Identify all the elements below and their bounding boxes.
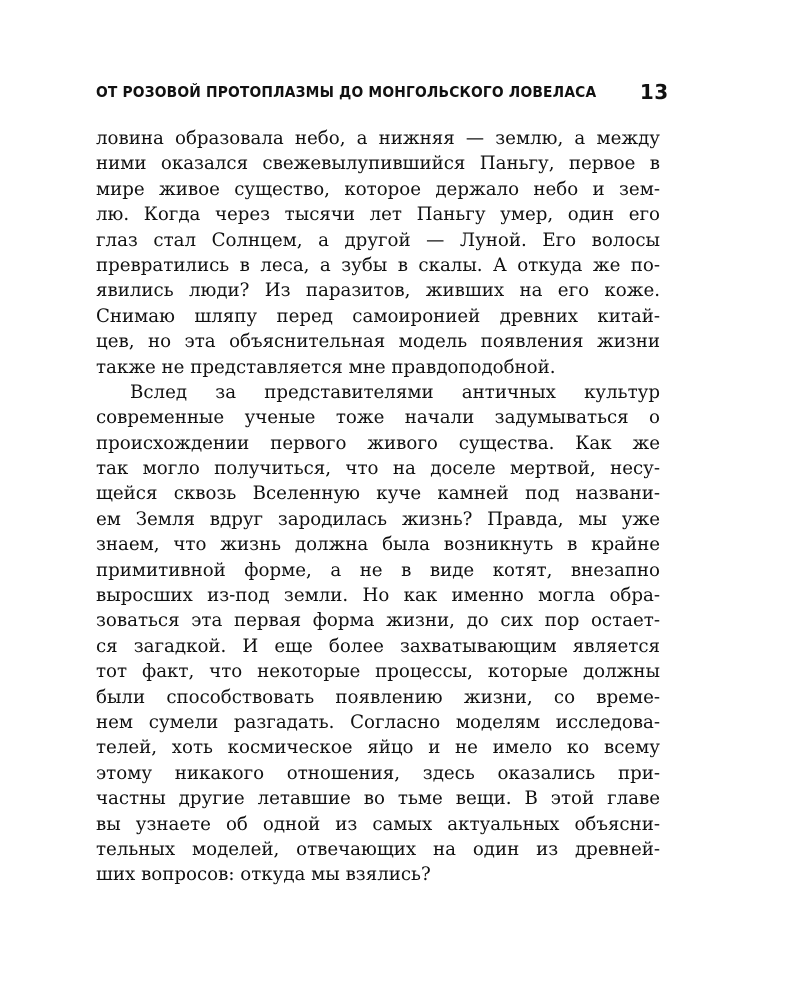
text-line: выросших из-под земли. Но как именно могла обра- — [96, 585, 660, 607]
text-line: явились люди? Из паразитов, живших на его коже. — [96, 280, 660, 302]
paragraph-1 — [96, 126, 660, 380]
paragraph-2 — [96, 380, 660, 888]
text-line: знаем, что жизнь должна была возникнуть в крайне — [96, 534, 660, 556]
text-line: тельных моделей, отвечающих на один из древней- — [96, 838, 660, 860]
text-line: щейся сквозь Вселенную куче камней под названи- — [96, 483, 660, 505]
text-line: были способствовать появлению жизни, со време- — [96, 686, 660, 708]
text-line: ших вопросов: откуда мы взялись? — [96, 864, 431, 886]
text-line: этому никакого отношения, здесь оказались при- — [96, 762, 660, 784]
body-text — [96, 126, 660, 888]
text-line: происхождении первого живого существа. Как же — [96, 432, 660, 454]
text-line: также не представляется мне правдоподобной. — [96, 356, 556, 378]
text-line: Вслед за представителями античных культур — [130, 381, 660, 403]
text-line: так могло получиться, что на доселе мертвой, несу- — [96, 458, 660, 480]
text-line: глаз стал Солнцем, а другой — Луной. Его волосы — [96, 229, 660, 251]
text-line: телей, хоть космическое яйцо и не имело ко всему — [96, 737, 660, 759]
text-line: вы узнаете об одной из самых актуальных объясни- — [96, 813, 660, 835]
running-title: ОТ РОЗОВОЙ ПРОТОПЛАЗМЫ ДО МОНГОЛЬСКОГО ЛОВЕЛАСА — [96, 83, 597, 101]
text-line: ем Земля вдруг зародилась жизнь? Правда, мы уже — [96, 508, 660, 530]
text-line: лю. Когда через тысячи лет Паньгу умер, один его — [96, 204, 660, 226]
text-line: ловина образовала небо, а нижняя — землю, а между — [96, 128, 660, 149]
text-line: ся загадкой. И еще более захватывающим является — [96, 635, 660, 657]
text-line: цев, но эта объяснительная модель появления жизни — [96, 331, 660, 353]
text-line: зоваться эта первая форма жизни, до сих пор остает- — [96, 610, 660, 632]
page-number: 13 — [639, 80, 669, 104]
page-header — [96, 78, 669, 106]
text-line: нем сумели разгадать. Согласно моделям исследова- — [96, 711, 660, 733]
text-line: Снимаю шляпу перед самоиронией древних китай- — [96, 305, 660, 327]
text-line: ними оказался свежевылупившийся Паньгу, первое в — [96, 153, 660, 175]
text-line: тот факт, что некоторые процессы, которые должны — [96, 661, 660, 683]
text-line: примитивной форме, а не в виде котят, внезапно — [96, 559, 660, 581]
text-line: мире живое существо, которое держало небо и зем- — [96, 178, 660, 200]
text-line: современные ученые тоже начали задумываться о — [96, 407, 660, 429]
text-line: превратились в леса, а зубы в скалы. А откуда же по- — [96, 254, 660, 276]
text-line: частны другие летавшие во тьме вещи. В этой главе — [96, 788, 660, 810]
